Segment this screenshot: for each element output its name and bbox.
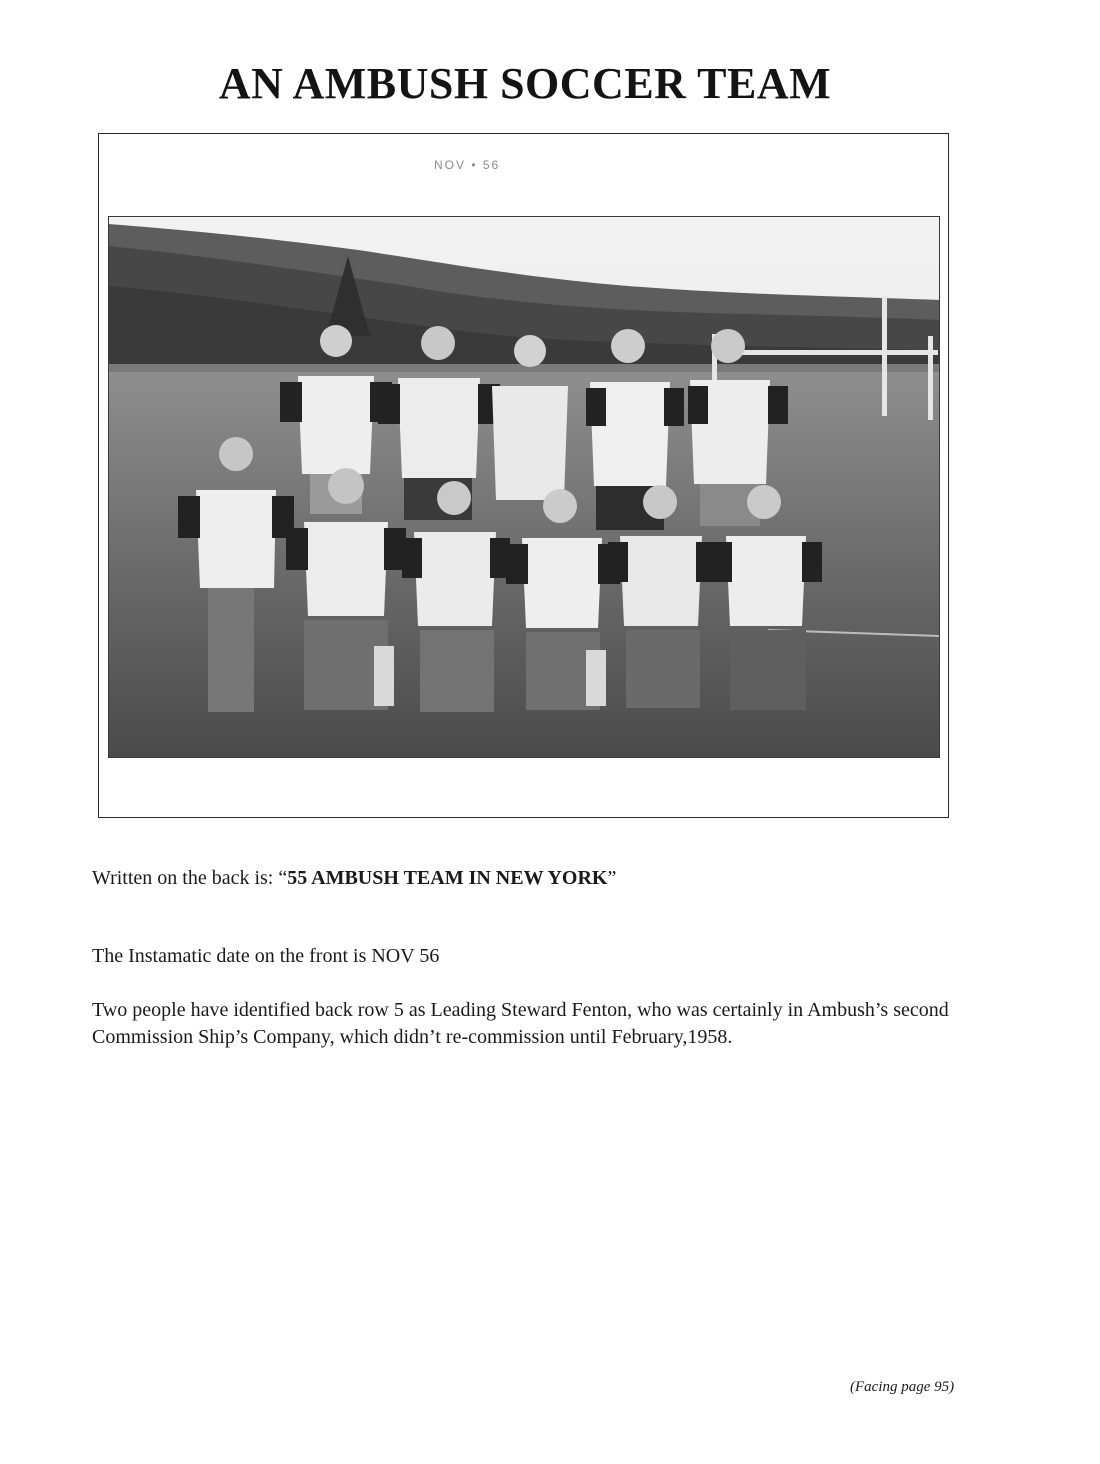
photo-date-stamp: NOV • 56 [434, 158, 501, 172]
caption-back-text: 55 AMBUSH TEAM IN NEW YORK [287, 867, 608, 889]
page-title: AN AMBUSH SOCCER TEAM [218, 59, 832, 108]
caption-back-of-photo [92, 867, 616, 890]
soccer-team-photo [108, 216, 940, 758]
team-photograph [98, 133, 949, 818]
caption-back-suffix: ” [607, 867, 617, 889]
caption-front-date: The Instamatic date on the front is NOV 56 [92, 945, 440, 967]
facing-page-note: (Facing page 95) [850, 1379, 955, 1395]
caption-back-prefix: Written on the back is: “ [92, 867, 288, 889]
caption-identification: Two people have identified back row 5 as Leading Steward Fenton, who was certainly in Ambush’s second Commission Ship’s Company, which didn’t re-commission until February,1958. [92, 999, 949, 1048]
